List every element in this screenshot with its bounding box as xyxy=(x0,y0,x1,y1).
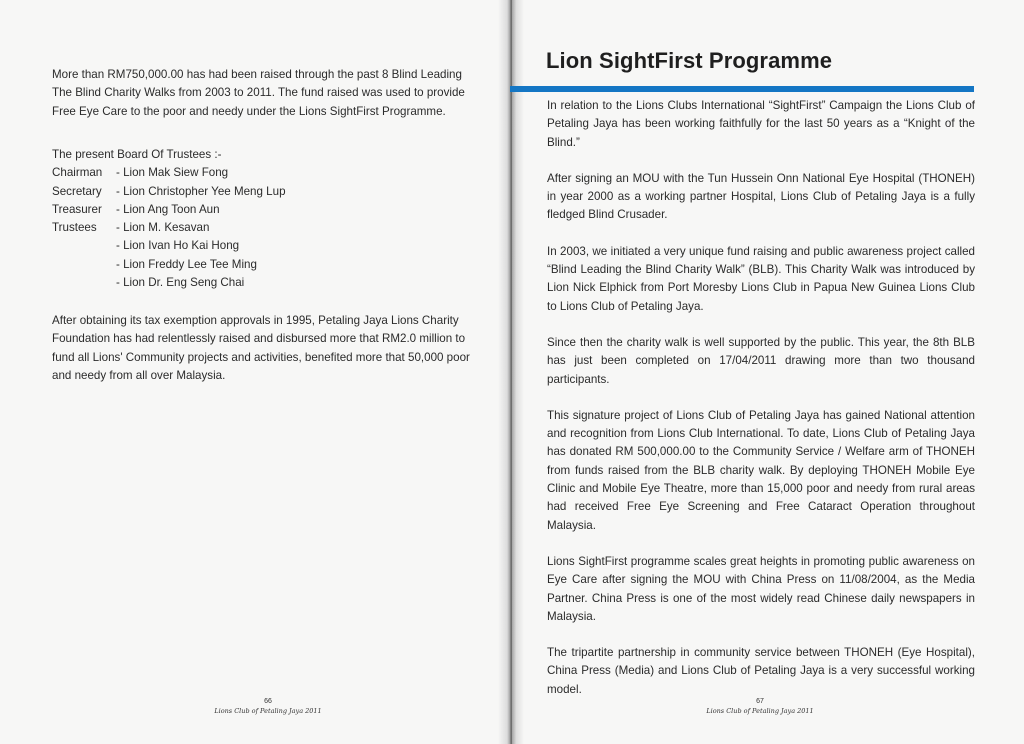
footer-caption: Lions Club of Petaling Jaya 2011 xyxy=(214,707,322,715)
trustee-role: Secretary xyxy=(52,184,102,198)
footer-caption: Lions Club of Petaling Jaya 2011 xyxy=(706,707,814,715)
section-title: Lion SightFirst Programme xyxy=(546,48,833,73)
title-underline-rule xyxy=(510,86,974,92)
left-paragraph-2: After obtaining its tax exemption approvals in 1995, Petaling Jaya Lions Charity Foundation has had relentlessly raised and disbursed more that RM2.0 million to fund all Lions' Community projects and activities, benefited more that 50,000 poor and needy from all over Malaysia. xyxy=(52,314,470,382)
trustee-name: - Lion M. Kesavan xyxy=(116,221,210,235)
page-number: 66 xyxy=(264,698,272,705)
page-number: 67 xyxy=(756,698,764,705)
body-paragraph: Lions SightFirst programme scales great heights in promoting public awareness on Eye Care after signing the MOU with China Press on 11/08/2004, as the Media Partner. China Press is one of the most widely read Chinese daily newspapers in Malaysia. xyxy=(547,554,975,623)
trustee-name: - Lion Dr. Eng Seng Chai xyxy=(116,276,245,290)
trustee-row xyxy=(52,201,482,219)
right-page-footer xyxy=(700,698,820,715)
trustee-row xyxy=(52,237,482,255)
trustee-row xyxy=(52,183,482,201)
trustee-name: - Lion Ang Toon Aun xyxy=(116,202,220,216)
book-gutter xyxy=(498,0,524,744)
body-paragraph: The tripartite partnership in community service between THONEH (Eye Hospital), China Press (Media) and Lions Club of Petaling Jaya is a very successful working model. xyxy=(547,646,975,696)
trustee-role xyxy=(52,237,116,255)
trustee-row xyxy=(52,274,482,292)
left-page-footer xyxy=(208,698,328,715)
board-of-trustees xyxy=(52,146,482,292)
body-paragraph: This signature project of Lions Club of Petaling Jaya has gained National attention and recognition from Lions Club International. To date, Lions Club of Petaling Jaya has donated RM 500,000.00 to the Community Service / Welfare arm of THONEH from funds raised from the BLB charity walk. By deploying THONEH Mobile Eye Clinic and Mobile Eye Theatre, more than 15,000 poor and needy from rural areas had received Free Eye Screening and Free Cataract Operation throughout Malaysia. xyxy=(547,408,975,532)
trustee-name: - Lion Ivan Ho Kai Hong xyxy=(116,239,240,253)
trustee-row xyxy=(52,164,482,182)
right-page-body xyxy=(547,97,975,717)
body-paragraph: Since then the charity walk is well supported by the public. This year, the 8th BLB has just been completed on 17/04/2011 drawing more than two thousand participants. xyxy=(547,335,975,386)
body-paragraph: In 2003, we initiated a very unique fund raising and public awareness project called “Blind Leading the Blind Charity Walk” (BLB). This Charity Walk was introduced by Lion Nick Elphick from Port Moresby Lions Club in Papua New Guinea Lions Club to Lions Club of Petaling Jaya. xyxy=(547,244,975,313)
body-paragraph: In relation to the Lions Clubs International “SightFirst” Campaign the Lions Club of Petaling Jaya has been working faithfully for the last 50 years as a “Knight of the Blind.” xyxy=(547,99,975,149)
trustee-role xyxy=(52,274,116,292)
trustee-name: - Lion Christopher Yee Meng Lup xyxy=(116,184,286,198)
trustee-role xyxy=(52,256,116,274)
trustee-name: - Lion Mak Siew Fong xyxy=(116,166,229,180)
trustee-row xyxy=(52,219,482,237)
left-paragraph-1: More than RM750,000.00 has had been raised through the past 8 Blind Leading The Blind Charity Walks from 2003 to 2011. The fund raised was used to provide Free Eye Care to the poor and needy under the Lions SightFirst Programme. xyxy=(52,68,465,118)
trustees-heading: The present Board Of Trustees :- xyxy=(52,148,222,161)
trustee-role: Trustees xyxy=(52,221,97,235)
trustee-name: - Lion Freddy Lee Tee Ming xyxy=(116,257,257,271)
trustee-role: Treasurer xyxy=(52,202,102,216)
body-paragraph: After signing an MOU with the Tun Hussein Onn National Eye Hospital (THONEH) in year 2000 as a working partner Hospital, Lions Club of Petaling Jaya is a fully fledged Blind Crusader. xyxy=(547,171,975,222)
trustee-role: Chairman xyxy=(52,166,103,180)
trustee-row xyxy=(52,256,482,274)
